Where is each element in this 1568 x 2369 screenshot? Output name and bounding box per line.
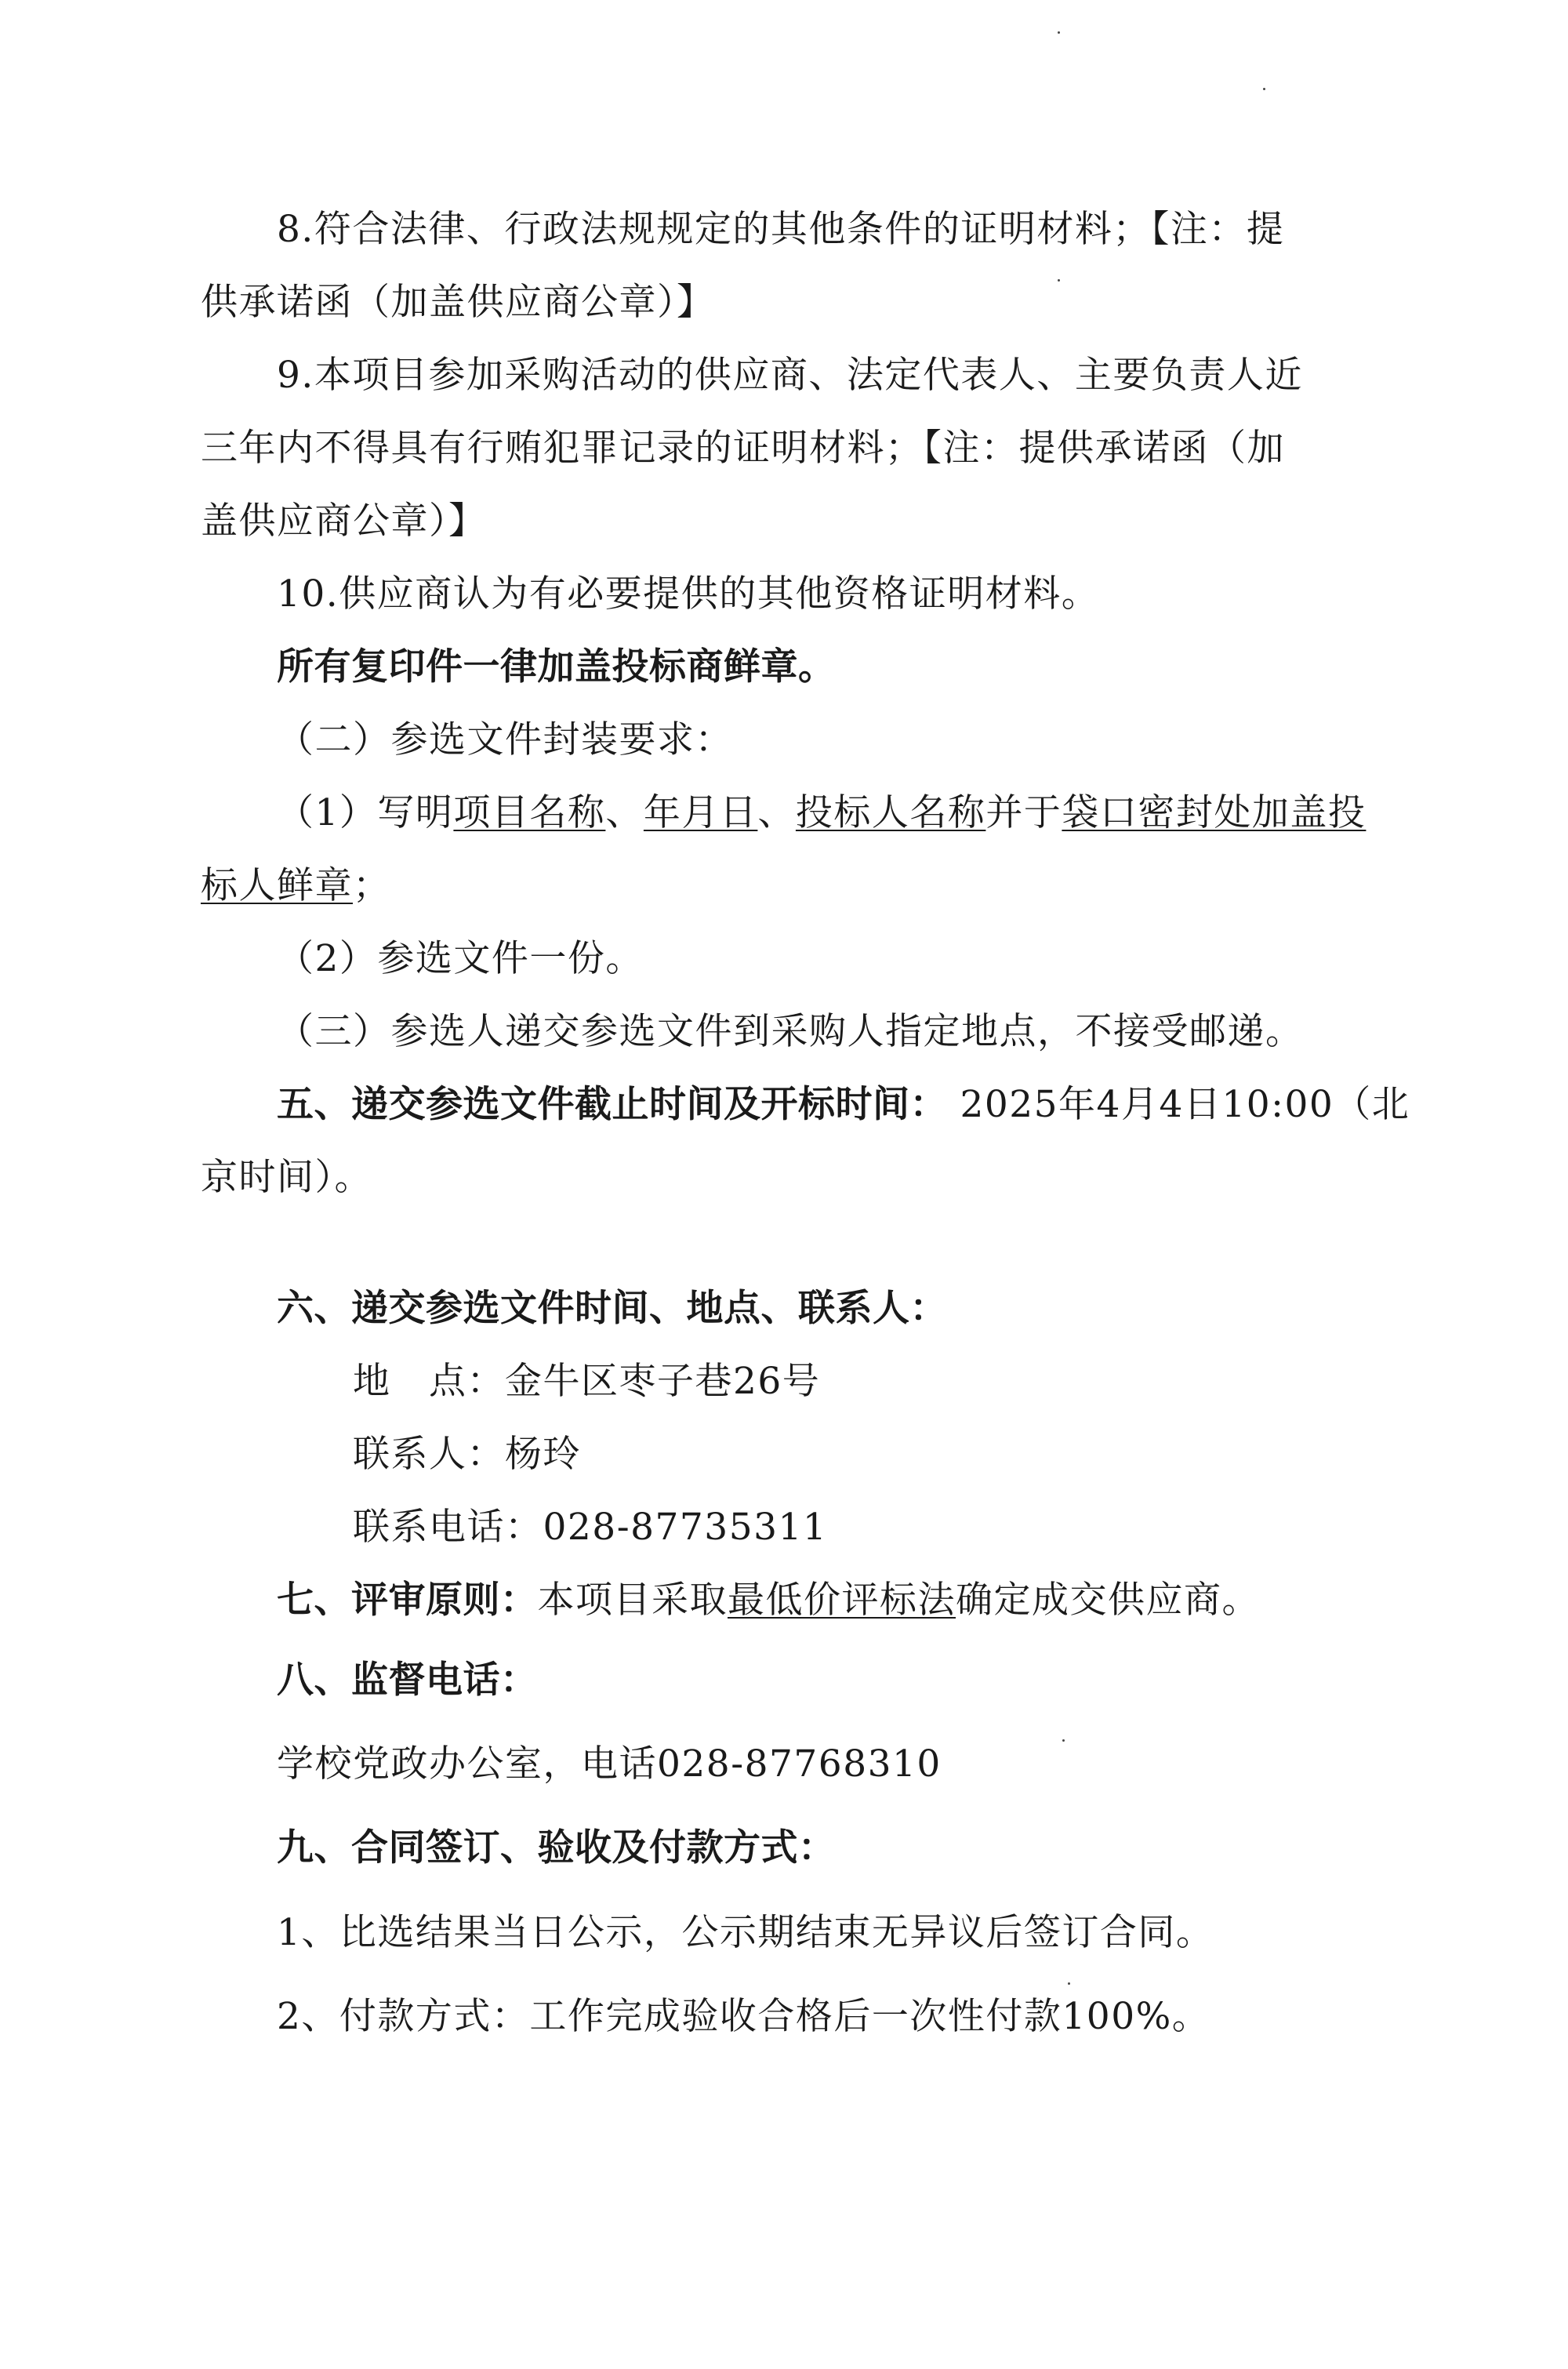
scan-speck — [1263, 88, 1265, 90]
project-name-underlined: 项目名称 — [453, 791, 606, 834]
req1-sep2: 、 — [757, 791, 796, 834]
date-underlined: 年月日 — [643, 791, 758, 834]
packaging-heading: （二）参选文件封装要求： — [277, 718, 733, 761]
copies-note: 所有复印件一律加盖投标商鲜章。 — [277, 645, 836, 689]
item8-line2: 供承诺函（加盖供应商公章）】 — [201, 281, 715, 324]
scan-speck — [1058, 31, 1060, 34]
bidder-name-underlined: 投标人名称 — [795, 791, 986, 834]
section7-text-a: 本项目采取 — [537, 1579, 728, 1622]
scan-speck — [1062, 1739, 1065, 1742]
scan-speck — [1068, 1982, 1070, 1985]
packaging-req2: （2）参选文件一份。 — [277, 937, 644, 980]
seal-place-underlined: 袋口密封处加盖投 — [1062, 791, 1367, 834]
delivery-note: （三）参选人递交参选文件到采购人指定地点，不接受邮递。 — [277, 1010, 1304, 1053]
deadline-time-cont: 京时间）。 — [201, 1156, 372, 1199]
item9-line3: 盖供应商公章）】 — [201, 500, 487, 543]
contact-phone: 联系电话：028-87735311 — [353, 1506, 828, 1549]
location: 地 点：金牛区枣子巷26号 — [353, 1360, 821, 1403]
section6-heading: 六、递交参选文件时间、地点、联系人： — [277, 1287, 947, 1330]
item8-line1: 8.符合法律、行政法规规定的其他条件的证明材料；【注：提 — [277, 208, 1285, 251]
req1-sep1: 、 — [605, 791, 644, 834]
item9-line2: 三年内不得具有行贿犯罪记录的证明材料；【注：提供承诺函（加 — [201, 427, 1285, 470]
item10: 10.供应商认为有必要提供的其他资格证明材料。 — [277, 572, 1100, 616]
section5-heading: 五、递交参选文件截止时间及开标时间： — [277, 1083, 947, 1126]
packaging-req1-line2 — [201, 862, 391, 910]
item9-line1: 9.本项目参加采购活动的供应商、法定代表人、主要负责人近 — [277, 354, 1303, 397]
req1-mid: 并于 — [985, 791, 1062, 834]
req1-prefix: （1）写明 — [277, 791, 454, 834]
section9-heading: 九、合同签订、验收及付款方式： — [277, 1826, 836, 1869]
req1-end: ； — [353, 864, 391, 907]
section7-line — [277, 1576, 1260, 1625]
seal-place-underlined-cont: 标人鲜章 — [201, 864, 353, 907]
section8-heading: 八、监督电话： — [277, 1659, 538, 1702]
section5-line1 — [277, 1081, 1410, 1129]
supervision-phone: 学校党政办公室，电话028-87768310 — [277, 1742, 942, 1786]
packaging-req1-line1 — [277, 789, 1366, 838]
contact-person: 联系人：杨玲 — [353, 1433, 581, 1476]
evaluation-method-underlined: 最低价评标法 — [728, 1579, 956, 1622]
section7-heading: 七、评审原则： — [277, 1579, 538, 1622]
section7-text-b: 确定成交供应商。 — [956, 1579, 1260, 1622]
section9-item1: 1、比选结果当日公示，公示期结束无异议后签订合同。 — [277, 1911, 1214, 1954]
section9-item2: 2、付款方式：工作完成验收合格后一次性付款100%。 — [277, 1995, 1210, 2038]
deadline-time: 2025年4月4日10:00（北 — [947, 1083, 1410, 1126]
scan-speck — [1058, 279, 1060, 282]
